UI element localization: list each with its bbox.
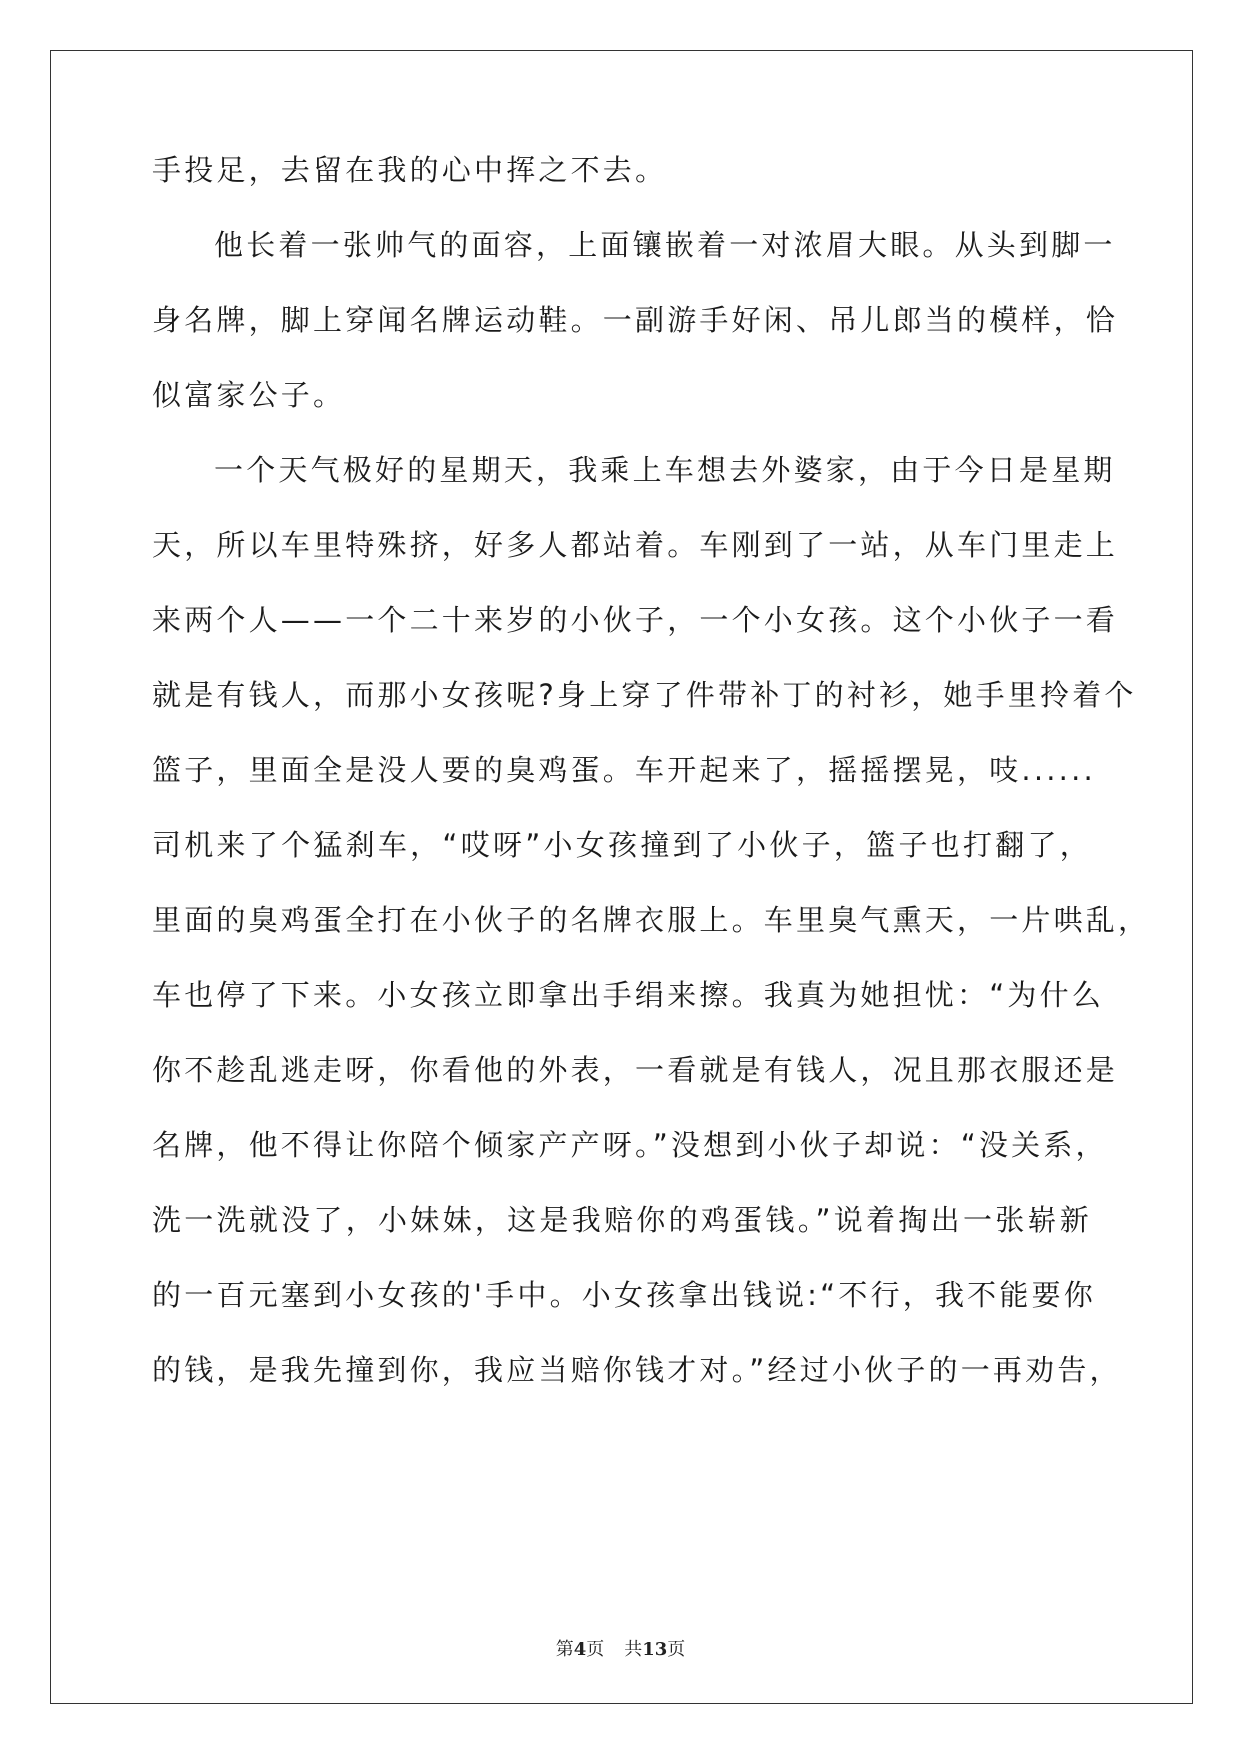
total-suffix: 页	[667, 1639, 686, 1660]
text-line: 就是有钱人，而那小女孩呢?身上穿了件带补丁的衬衫，她手里拎着个	[152, 678, 1137, 712]
page-suffix: 页	[586, 1639, 605, 1660]
text-line: 一个天气极好的星期天，我乘上车想去外婆家，由于今日是星期	[214, 453, 1116, 487]
text-line: 司机来了个猛刹车，“哎呀”小女孩撞到了小伙子，篮子也打翻了，	[152, 828, 1092, 862]
text-line: 名牌，他不得让你陪个倾家产产呀。”没想到小伙子却说：“没关系，	[152, 1128, 1108, 1162]
text-line: 里面的臭鸡蛋全打在小伙子的名牌衣服上。车里臭气熏天，一片哄乱，	[152, 903, 1151, 937]
text-line: 天，所以车里特殊挤，好多人都站着。车刚到了一站，从车门里走上	[152, 528, 1119, 562]
text-line: 他长着一张帅气的面容，上面镶嵌着一对浓眉大眼。从头到脚一	[214, 228, 1116, 262]
total-prefix: 共	[624, 1639, 643, 1660]
text-line: 手投足，去留在我的心中挥之不去。	[152, 153, 668, 187]
page-footer	[0, 1635, 1241, 1661]
text-line: 身名牌，脚上穿闻名牌运动鞋。一副游手好闲、吊儿郎当的模样，恰	[152, 303, 1119, 337]
text-line: 洗一洗就没了，小妹妹，这是我赔你的鸡蛋钱。”说着掏出一张崭新	[152, 1203, 1092, 1237]
text-line: 的一百元塞到小女孩的'手中。小女孩拿出钱说:“不行，我不能要你	[152, 1278, 1096, 1312]
text-line: 篮子，里面全是没人要的臭鸡蛋。车开起来了，摇摇摆晃，吱......	[152, 753, 1096, 787]
text-line: 你不趁乱逃走呀，你看他的外表，一看就是有钱人，况且那衣服还是	[152, 1053, 1119, 1087]
page-prefix: 第	[555, 1639, 574, 1660]
text-line: 的钱，是我先撞到你，我应当赔你钱才对。”经过小伙子的一再劝告，	[152, 1353, 1122, 1387]
text-line: 来两个人——一个二十来岁的小伙子，一个小女孩。这个小伙子一看	[152, 603, 1119, 637]
text-line: 车也停了下来。小女孩立即拿出手绢来擦。我真为她担忧：“为什么	[152, 978, 1105, 1012]
text-line: 似富家公子。	[152, 378, 346, 412]
total-pages: 13	[642, 1639, 668, 1660]
page-number: 4	[573, 1639, 587, 1660]
